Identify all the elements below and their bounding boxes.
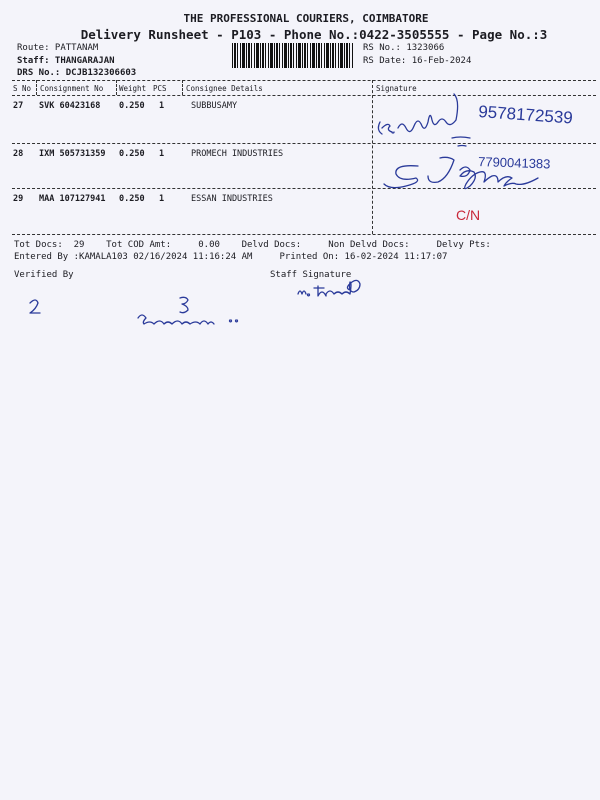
table-row-sno: 28: [13, 149, 24, 159]
col-header-signature: Signature: [376, 84, 417, 93]
col-header-consignment: Consignment No: [40, 84, 104, 93]
header-left: [17, 42, 136, 80]
signature-row28-name: [460, 167, 538, 189]
col-divider: [116, 80, 117, 95]
signature-row28-stroke: [428, 157, 454, 182]
table-rule-row1: [12, 143, 596, 144]
verified-mark-glyph: [180, 297, 188, 312]
col-header-consignee: Consignee Details: [186, 84, 263, 93]
table-row-pcs: 1: [159, 101, 165, 111]
table-row-consignee: PROMECH INDUSTRIES: [191, 149, 284, 159]
col-header-sno: S No: [13, 84, 32, 93]
rs-date: RS Date: 16-Feb-2024: [363, 55, 472, 66]
handwritten-cn-note: C/N: [456, 207, 481, 223]
signature-row27: [378, 122, 392, 134]
col-divider: [372, 80, 373, 234]
signature-row27-stroke: [392, 94, 458, 133]
col-divider: [36, 80, 37, 95]
table-row-sno: 27: [13, 101, 24, 111]
signature-row28: [384, 166, 418, 188]
table-row-weight: 0.250: [119, 101, 145, 111]
rs-number: RS No.: 1323066: [363, 43, 445, 53]
staff-label: Staff: THANGARAJAN: [17, 55, 115, 66]
staff-signature-ink: [298, 280, 360, 296]
company-title: THE PROFESSIONAL COURIERS, COIMBATORE: [183, 12, 429, 25]
col-divider: [182, 80, 183, 95]
verified-mark-2: [30, 300, 40, 313]
drs-label: DRS No.: DCJB132306603: [17, 68, 137, 78]
entered-by-line: Entered By :KAMALA103 02/16/2024 11:16:24 AM Printed On: 16-02-2024 11:17:07: [14, 252, 448, 262]
table-rule-row2: [12, 188, 596, 189]
table-row-consignment: IXM 505731359: [39, 149, 106, 159]
table-row-consignee: SUBBUSAMY: [191, 101, 238, 111]
handwritten-phone-1: 9578172539: [477, 102, 574, 128]
runsheet-subtitle: Delivery Runsheet - P103 - Phone No.:0422-3505555 - Page No.:3: [80, 27, 548, 42]
table-row-weight: 0.250: [119, 194, 145, 204]
table-rule-header: [12, 95, 596, 96]
route-label: Route: PATTANAM: [17, 43, 99, 53]
table-rule-top: [12, 80, 596, 81]
table-row-consignee: ESSAN INDUSTRIES: [191, 194, 273, 204]
table-row-pcs: 1: [159, 149, 165, 159]
table-rule-bottom: [12, 234, 596, 235]
table-row-sno: 29: [13, 194, 24, 204]
staff-signature-label: Staff Signature: [270, 270, 352, 280]
table-row-weight: 0.250: [119, 149, 145, 159]
verified-by-scribble: [138, 315, 238, 324]
signature-row27-dash: [458, 146, 466, 147]
barcode-image: [232, 43, 354, 68]
table-row-consignment: MAA 107127941: [39, 194, 106, 204]
col-header-weight: Weight: [119, 84, 147, 93]
col-header-pcs: PCS: [153, 84, 167, 93]
table-row-consignment: SVK 60423168: [39, 101, 101, 111]
header-right: [363, 42, 471, 67]
signature-row27-underline: [452, 137, 470, 138]
verified-by-label: Verified By: [14, 270, 74, 280]
totals-line: Tot Docs: 29 Tot COD Amt: 0.00 Delvd Docs: Non Delvd Docs: Delvy Pts:: [14, 240, 491, 250]
table-row-pcs: 1: [159, 194, 165, 204]
handwritten-phone-2: 7790041383: [477, 154, 551, 172]
